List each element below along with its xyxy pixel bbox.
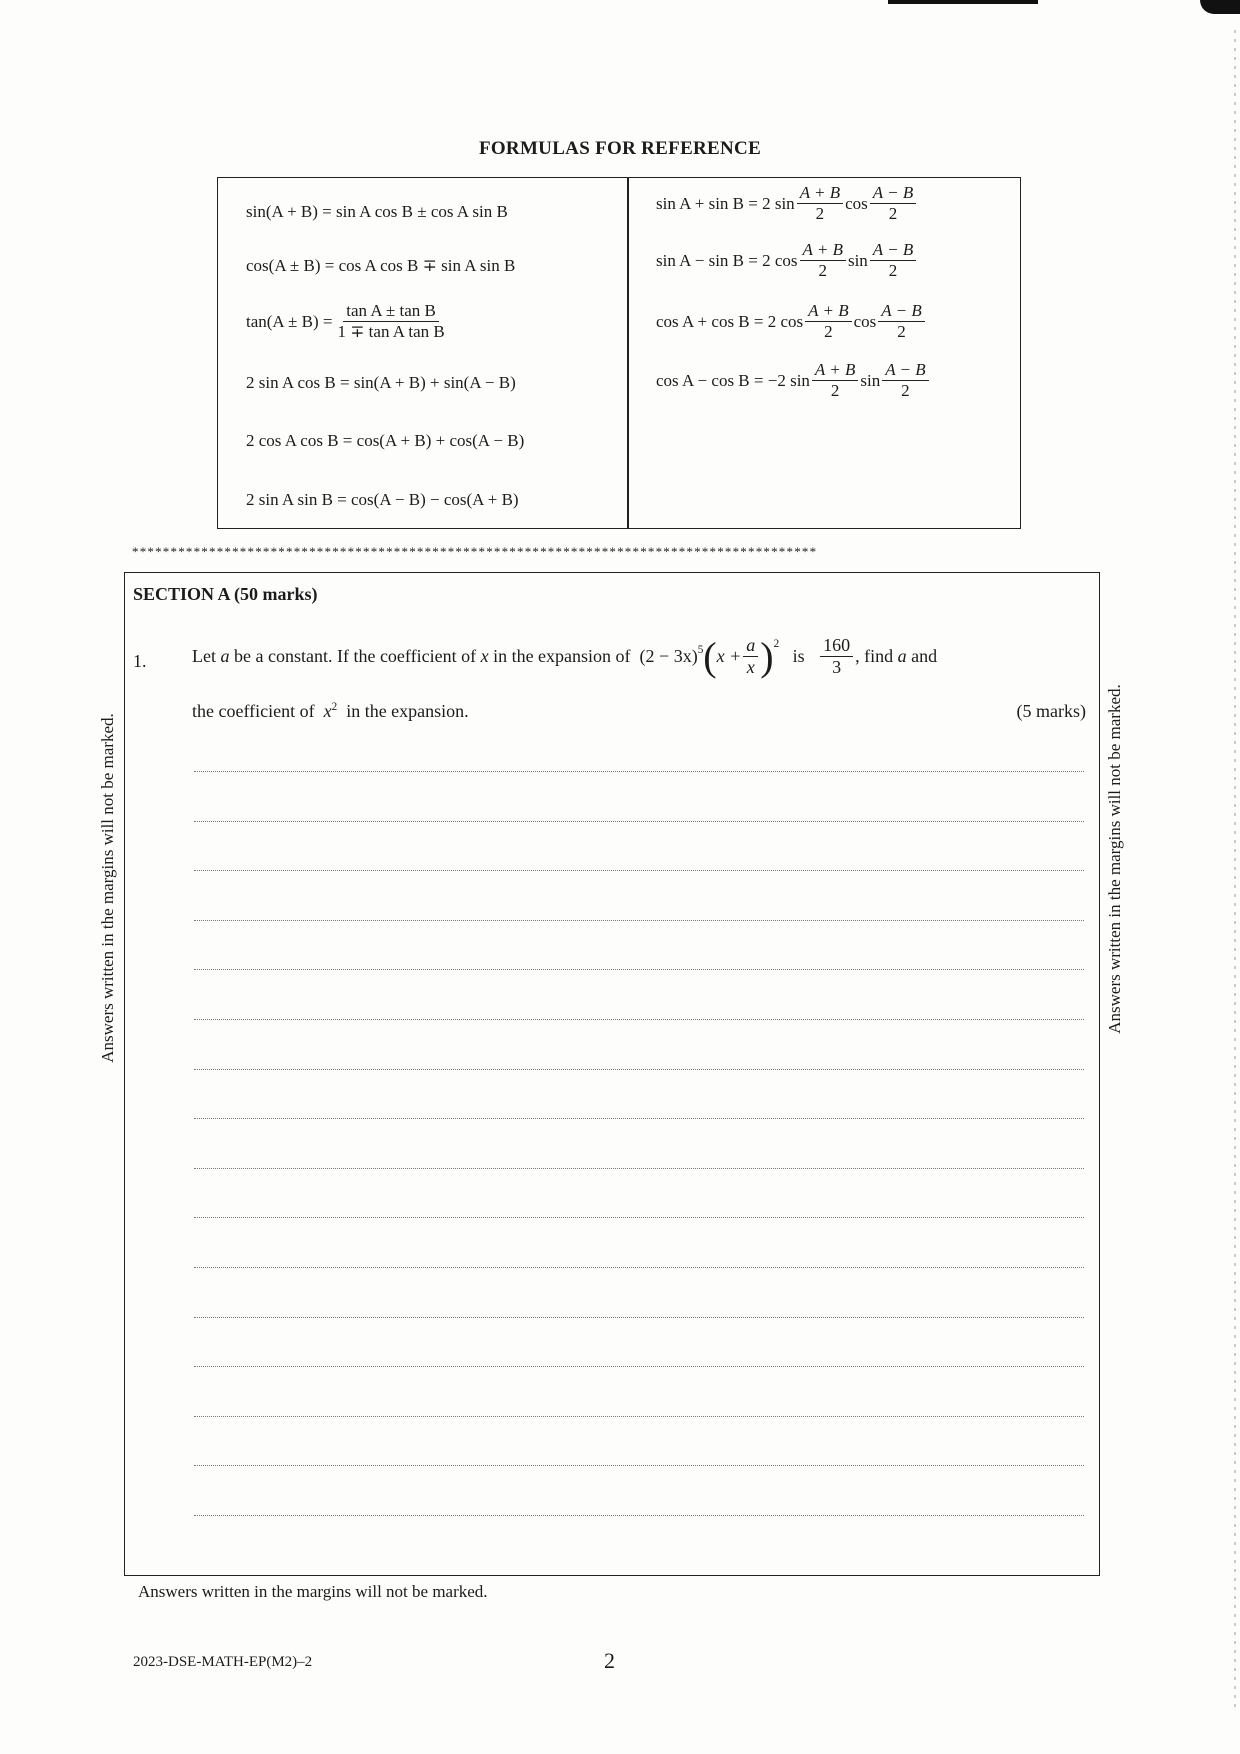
- formula-middle: cos: [853, 311, 877, 331]
- answer-line[interactable]: [194, 1267, 1084, 1268]
- question-line-2: [192, 701, 469, 722]
- fraction-denominator: 2: [830, 380, 840, 400]
- fraction-numerator: A + B: [805, 302, 851, 322]
- fraction-denominator: x: [746, 656, 755, 677]
- formula-2sincos: 2 sin A cos B = sin(A + B) + sin(A − B): [246, 373, 516, 392]
- answer-line[interactable]: [194, 1019, 1084, 1020]
- variable-x: x: [323, 701, 332, 721]
- formula-cos-diff-to-product: [656, 361, 931, 400]
- question-text: in the expansion.: [346, 701, 469, 721]
- fraction: [797, 184, 843, 223]
- scan-edge: [1234, 30, 1236, 1710]
- question-text: the coefficient of: [192, 701, 315, 721]
- fraction-denominator: 2: [897, 321, 906, 341]
- fraction: [878, 302, 924, 341]
- exponent-2: 2: [773, 638, 780, 650]
- formula-middle: sin: [847, 250, 868, 270]
- answer-line[interactable]: [194, 870, 1084, 871]
- fraction-denominator: 2: [888, 260, 898, 280]
- variable-a: a: [220, 646, 230, 667]
- answer-line[interactable]: [194, 1069, 1084, 1070]
- variable-x: x: [480, 646, 489, 667]
- formula-lhs: sin A + sin B = 2 sin: [656, 193, 795, 213]
- answer-line[interactable]: [194, 969, 1084, 970]
- formula-sin-diff-to-product: [656, 241, 918, 280]
- answer-line[interactable]: [194, 1366, 1084, 1367]
- fraction: [812, 361, 858, 400]
- formula-table: [217, 177, 1021, 529]
- margin-note-left: Answers written in the margins will not be marked.: [98, 713, 117, 1063]
- formula-lhs: cos A + cos B = 2 cos: [656, 311, 804, 331]
- question-text: is: [792, 646, 805, 667]
- section-title: SECTION A (50 marks): [133, 584, 318, 604]
- formula-middle: cos: [845, 193, 868, 213]
- fraction-denominator: 2: [824, 321, 833, 341]
- formula-cos-sum: cos(A ± B) = cos A cos B ∓ sin A sin B: [246, 256, 516, 275]
- fraction-denominator: 2: [815, 203, 825, 223]
- formula-cos-sum-to-product: [656, 302, 927, 341]
- formula-middle: sin: [860, 370, 881, 390]
- answer-line[interactable]: [194, 1217, 1084, 1218]
- answer-line[interactable]: [194, 1317, 1084, 1318]
- fraction-denominator: 3: [832, 656, 842, 677]
- fraction-numerator: a: [743, 636, 758, 657]
- fraction-numerator: A − B: [878, 302, 924, 322]
- question-text: Let: [192, 646, 216, 667]
- margin-note-bottom: Answers written in the margins will not be marked.: [138, 1582, 488, 1601]
- fraction-denominator: 2: [901, 380, 910, 400]
- left-paren: (: [703, 633, 717, 679]
- fraction-numerator: 160: [820, 636, 853, 657]
- formula-tan-lhs: tan(A ± B) =: [246, 311, 333, 331]
- question-text: in the expansion of: [493, 646, 631, 667]
- value-fraction: [820, 636, 853, 677]
- fraction: [870, 184, 916, 223]
- answer-line[interactable]: [194, 1416, 1084, 1417]
- fraction-numerator: A + B: [800, 241, 846, 261]
- question-text: be a constant. If the coefficient of: [234, 646, 477, 667]
- exponent-5: 5: [697, 643, 704, 656]
- fraction-denominator: 2: [818, 260, 827, 280]
- answer-line[interactable]: [194, 771, 1084, 772]
- question-text: and: [911, 646, 938, 667]
- answer-line[interactable]: [194, 920, 1084, 921]
- formula-sin-sum: sin(A + B) = sin A cos B ± cos A sin B: [246, 202, 508, 221]
- fraction-numerator: A + B: [812, 361, 858, 381]
- footer-exam-code: 2023-DSE-MATH-EP(M2)–2: [133, 1654, 313, 1670]
- formula-tan-denominator: 1 ∓ tan A tan B: [337, 321, 445, 341]
- formula-lhs: sin A − sin B = 2 cos: [656, 250, 798, 270]
- fraction-numerator: A + B: [797, 184, 843, 204]
- answer-line[interactable]: [194, 1168, 1084, 1169]
- answer-line[interactable]: [194, 1118, 1084, 1119]
- right-paren: ): [760, 633, 774, 679]
- scan-mark-top: [888, 0, 1038, 4]
- formula-2coscos: 2 cos A cos B = cos(A + B) + cos(A − B): [246, 431, 525, 450]
- fraction: [800, 241, 846, 280]
- section-separator: *****************************************************************************************: [132, 544, 818, 559]
- exponent-2: 2: [331, 701, 338, 713]
- fraction: [805, 302, 851, 341]
- question-marks: (5 marks): [1016, 701, 1086, 721]
- fraction: [870, 241, 916, 280]
- fraction-numerator: A − B: [870, 184, 916, 204]
- answer-box[interactable]: [124, 572, 1100, 1576]
- question-number: 1.: [133, 651, 147, 671]
- expression-inner: x +: [716, 646, 742, 667]
- page-number: 2: [604, 1648, 615, 1673]
- fraction-denominator: 2: [888, 203, 898, 223]
- formula-table-divider: [627, 177, 629, 529]
- formula-tan-fraction: [334, 302, 447, 341]
- fraction: [882, 361, 928, 400]
- formulas-title: FORMULAS FOR REFERENCE: [478, 138, 762, 159]
- formula-lhs: cos A − cos B = −2 sin: [656, 370, 810, 390]
- expression-base: (2 − 3x): [639, 646, 698, 667]
- fraction-numerator: A − B: [882, 361, 928, 381]
- answer-line[interactable]: [194, 821, 1084, 822]
- formula-tan-numerator: tan A ± tan B: [343, 302, 439, 322]
- formula-sin-sum-to-product: [656, 184, 918, 223]
- variable-a: a: [897, 646, 907, 667]
- formula-2sinsin: 2 sin A sin B = cos(A − B) − cos(A + B): [246, 490, 519, 509]
- a-over-x-fraction: [743, 636, 758, 677]
- formula-tan-sum: [246, 302, 450, 341]
- margin-note-right: Answers written in the margins will not be marked.: [1105, 684, 1124, 1034]
- question-line-1: [192, 633, 938, 679]
- scan-mark-corner: [1200, 0, 1240, 14]
- question-text: , find: [855, 646, 894, 667]
- answer-line[interactable]: [194, 1515, 1084, 1516]
- answer-line[interactable]: [194, 1465, 1084, 1466]
- fraction-numerator: A − B: [870, 241, 916, 261]
